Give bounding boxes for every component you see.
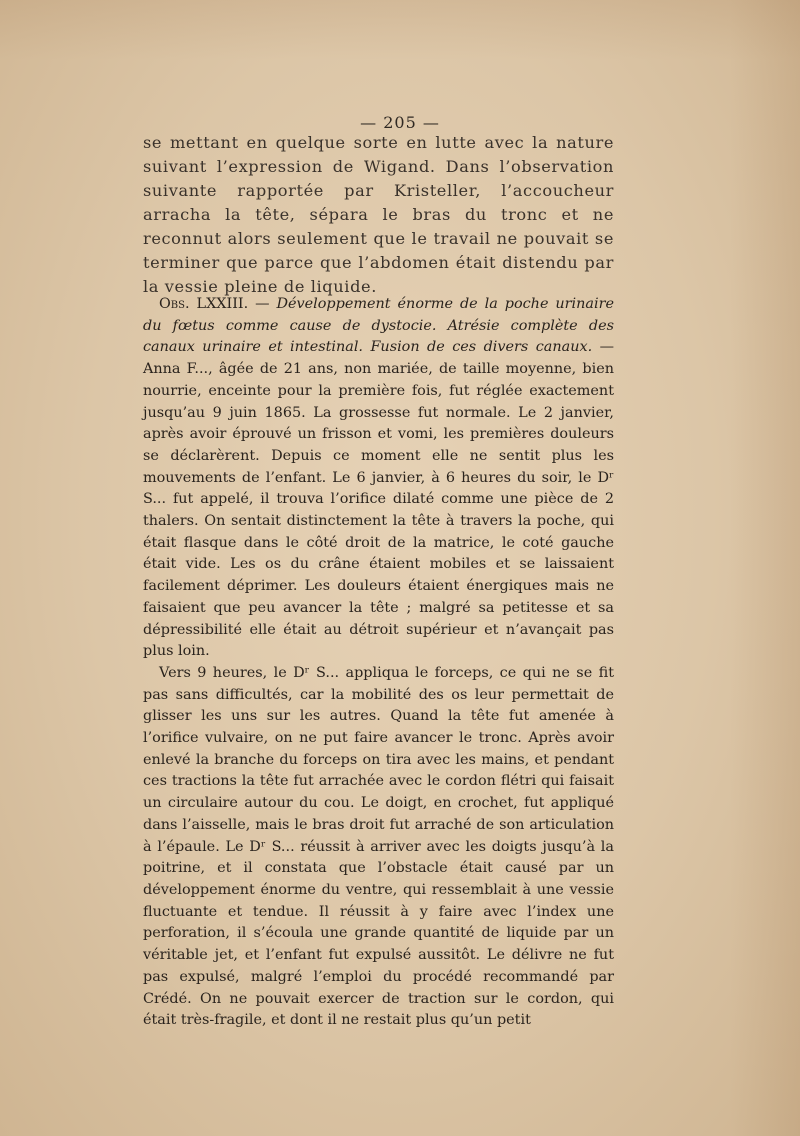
observation-label: Obs. LXXIII. — bbox=[159, 296, 277, 312]
observation-section bbox=[143, 294, 614, 1032]
observation-paragraph-2: Vers 9 heures, le Dʳ S... appliqua le forceps, ce qui ne se fit pas sans difficultés, car la mobilité des os leur permettait de glisser les uns sur les autres. Quand la tête fut amenée à l’orifice vulvaire, on ne put faire avancer le tronc. Après avoir enlevé la branche du forceps on tira avec les mains, et pendant ces tractions la tête fut arrachée avec le cordon flétri qui faisait un circulaire autour du cou. Le doigt, en crochet, fut appliqué dans l’aisselle, mais le bras droit fut arraché de son articulation à l’épaule. Le Dʳ S... réussit à arriver avec les doigts jusqu’à la poitrine, et il constata que l’obstacle était causé par un développement énorme du ventre, qui ressemblait à une vessie fluctuante et tendue. Il réussit à y faire avec l’index une perforation, il s’écoula une grande quantité de liquide par un véritable jet, et l’enfant fut expulsé aussitôt. Le délivre ne fut pas expulsé, malgré l’emploi du procédé recommandé par Crédé. On ne pouvait exercer de traction sur le cordon, qui était très-fragile, et dont il ne restait plus qu’un petit bbox=[143, 664, 614, 1029]
observation-title: Développement énorme de la poche urinaire du fœtus comme cause de dystocie. Atrésie complète des canaux urinaire et intestinal. Fusion de ces divers canaux. bbox=[143, 296, 615, 356]
intro-section bbox=[143, 131, 614, 299]
intro-paragraph: se mettant en quelque sorte en lutte avec la nature suivant l’expression de Wigand. Dans l’observation suivante rapportée par Kristeller, l’accoucheur arracha la tête, sépara le bras du tronc et ne reconnut alors seulement que le travail ne pouvait se terminer que parce que l’abdomen était distendu par la vessie pleine de liquide. bbox=[143, 133, 614, 296]
page-number: — 205 — bbox=[360, 113, 440, 132]
page-edge-shading bbox=[730, 0, 800, 1136]
observation-paragraph-1 bbox=[143, 294, 614, 663]
observation-text-1: — Anna F..., âgée de 21 ans, non mariée, de taille moyenne, bien nourrie, enceinte pour la première fois, fut réglée exactement jusqu’au 9 juin 1865. La grossesse fut normale. Le 2 janvier, après avoir éprouvé un frisson et vomi, les premières douleurs se déclarèrent. Depuis ce moment elle ne sentit plus les mouvements de l’enfant. Le 6 janvier, à 6 heures du soir, le Dʳ S... fut appelé, il trouva l’orifice dilaté comme une pièce de 2 thalers. On sentait distinctement la tête à travers la poche, qui était flasque dans le côté droit de la matrice, le coté gauche était vide. Les os du crâne étaient mobiles et se laissaient facilement déprimer. Les douleurs étaient énergiques mais ne faisaient que peu avancer la tête ; malgré sa petitesse et sa dépressibilité elle était au détroit supérieur et n’avançait pas plus loin. bbox=[143, 339, 615, 660]
page-top-shading bbox=[0, 0, 800, 60]
